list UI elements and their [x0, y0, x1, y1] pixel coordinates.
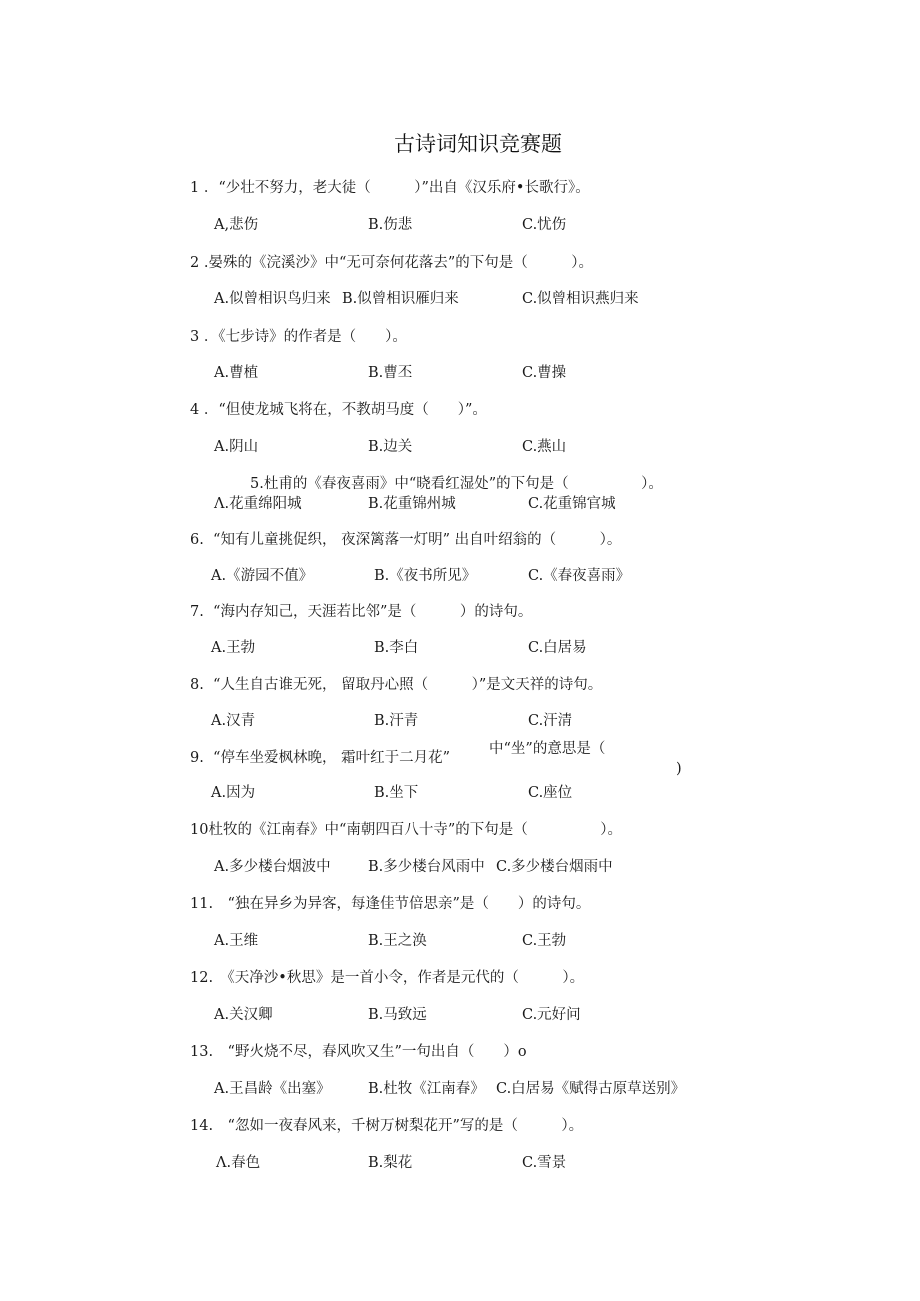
q12-option-c: C.元好问 — [522, 1007, 581, 1023]
question-14: 14. “忽如一夜春风来，千树万树梨花开”写的是（ ）。 — [190, 1118, 584, 1134]
q6-option-a: A.《游园不值》 — [211, 568, 314, 584]
q8-option-c: C.汗清 — [528, 713, 573, 729]
question-7: 7. “海内存知己，天涯若比邻”是（ ）的诗句。 — [190, 604, 533, 620]
q12-option-a: A.关汉卿 — [214, 1007, 273, 1023]
q1-option-a: A,悲伤 — [214, 217, 259, 233]
q10-option-b: B.多少楼台风雨中 — [368, 859, 485, 875]
q6-option-c: C.《春夜喜雨》 — [528, 568, 631, 584]
q5-option-b: B.花重锦州城 — [368, 496, 456, 512]
page-title: 古诗词知识竞赛题 — [394, 132, 562, 156]
q13-option-b: B.杜牧《江南春》 — [368, 1081, 485, 1097]
q13-option-c: C.白居易《赋得古原草送别》 — [496, 1081, 686, 1097]
q5-option-a: Λ.花重绵阳城 — [214, 496, 302, 512]
q12-option-b: B.马致远 — [368, 1007, 427, 1023]
q3-option-a: A.曹植 — [214, 365, 259, 381]
q4-option-a: A.阴山 — [214, 439, 259, 455]
q3-option-c: C.曹操 — [522, 365, 567, 381]
question-5: 5.杜甫的《春夜喜雨》中“晓看红湿处”的下句是（ ）。 — [250, 476, 663, 492]
q7-option-a: A.王勃 — [211, 640, 256, 656]
question-8: 8. “人生自古谁无死， 留取丹心照（ ）”是文天祥的诗句。 — [190, 677, 603, 693]
q8-option-a: A.汉青 — [211, 713, 256, 729]
question-13: 13. “野火烧不尽，春风吹又生”一句出自（ ）o — [190, 1044, 527, 1060]
q5-option-c: C.花重锦官城 — [528, 496, 616, 512]
q7-option-c: C.白居易 — [528, 640, 587, 656]
question-10: 10杜牧的《江南春》中“南朝四百八十寺”的下句是（ ）。 — [190, 822, 623, 838]
q10-option-a: A.多少楼台烟波中 — [214, 859, 331, 875]
q9-option-a: A.因为 — [211, 785, 256, 801]
question-9-close: ) — [676, 761, 682, 777]
question-3: 3 ．《七步诗》的作者是（ ）。 — [190, 329, 407, 345]
q1-option-c: C.忧伤 — [522, 217, 567, 233]
q3-option-b: B.曹丕 — [368, 365, 413, 381]
question-1: 1 ．“少壮不努力，老大徒（ ）”出自《汉乐府•长歌行》。 — [190, 180, 590, 196]
question-11: 11. “独在异乡为异客，每逢佳节倍思亲”是（ ）的诗句。 — [190, 896, 591, 912]
question-4: 4 ．“但使龙城飞将在，不教胡马度（ ）”。 — [190, 402, 487, 418]
q8-option-b: B.汗青 — [374, 713, 419, 729]
question-9: 9. “停车坐爱枫林晚， 霜叶红于二月花” — [190, 750, 450, 766]
q2-option-b: B.似曾相识雁归来 — [342, 291, 459, 307]
question-2: 2 .晏殊的《浣溪沙》中“无可奈何花落去”的下句是（ ）。 — [190, 255, 594, 271]
q2-option-c: C.似曾相识燕归来 — [522, 291, 639, 307]
q11-option-b: B.王之涣 — [368, 933, 427, 949]
q9-option-b: B.坐下 — [374, 785, 419, 801]
q4-option-b: B.边关 — [368, 439, 413, 455]
q13-option-a: A.王昌龄《出塞》 — [214, 1081, 331, 1097]
q11-option-c: C.王勃 — [522, 933, 567, 949]
question-6: 6. “知有儿童挑促织， 夜深篱落一灯明” 出自叶绍翁的（ ）。 — [190, 532, 622, 548]
q14-option-a: Λ.春色 — [216, 1155, 261, 1171]
q7-option-b: B.李白 — [374, 640, 419, 656]
q9-option-c: C.座位 — [528, 785, 573, 801]
q4-option-c: C.燕山 — [522, 439, 567, 455]
q1-option-b: B.伤悲 — [368, 217, 413, 233]
q14-option-c: C.雪景 — [522, 1155, 567, 1171]
q6-option-b: B.《夜书所见》 — [374, 568, 477, 584]
question-9-tail: 中“坐”的意思是（ — [489, 741, 606, 757]
q14-option-b: B.梨花 — [368, 1155, 413, 1171]
q11-option-a: A.王维 — [214, 933, 259, 949]
question-12: 12. 《天净沙•秋思》是一首小令，作者是元代的（ ）。 — [190, 970, 585, 986]
q10-option-c: C.多少楼台烟雨中 — [496, 859, 613, 875]
q2-option-a: A.似曾相识鸟归来 — [214, 291, 331, 307]
